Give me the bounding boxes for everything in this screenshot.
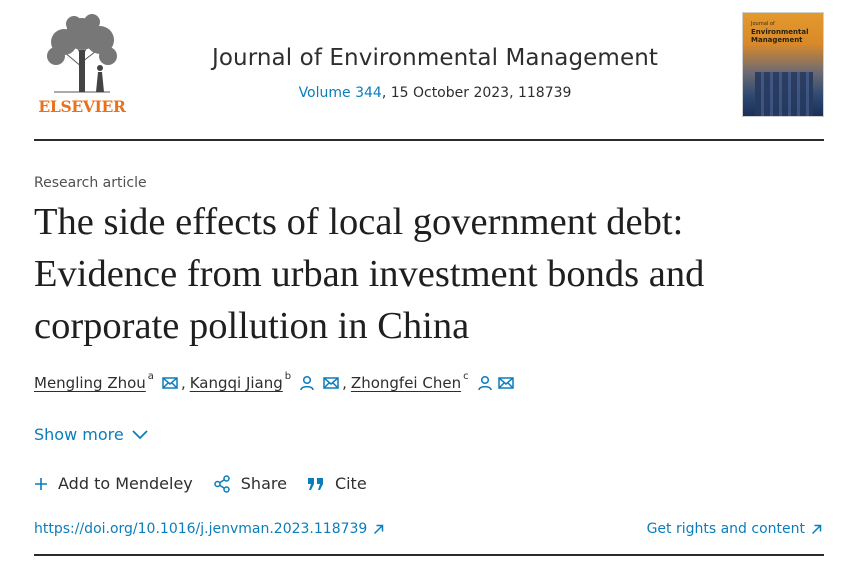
article-type: Research article (34, 175, 147, 191)
share-label: Share (240, 474, 287, 493)
volume-link[interactable]: Volume 344 (298, 85, 382, 101)
email-icon[interactable] (498, 377, 514, 389)
cover-name-line2: Management (751, 36, 803, 44)
cover-buildings-graphic (755, 72, 813, 116)
author-name[interactable]: Zhongfei Chen (350, 374, 462, 392)
author-list (34, 370, 514, 392)
journal-meta (130, 85, 740, 101)
affiliation-marker[interactable]: c (463, 370, 469, 382)
elsevier-logo[interactable] (34, 12, 130, 118)
external-link-arrow-icon (373, 524, 384, 535)
header-divider (34, 139, 824, 141)
journal-cover-image[interactable] (742, 12, 824, 117)
cite-label: Cite (334, 474, 367, 493)
get-rights-link[interactable] (647, 521, 822, 537)
chevron-down-icon (132, 430, 148, 440)
person-icon[interactable] (299, 375, 315, 391)
author-name[interactable]: Kangqi Jiang (189, 374, 283, 392)
article-title: The side effects of local government debt: Evidence from urban investment bonds and corporate pollution in China (34, 201, 705, 347)
plus-icon (34, 477, 48, 491)
bottom-divider (34, 554, 824, 556)
share-button[interactable] (213, 474, 287, 493)
affiliation-marker[interactable]: a (147, 370, 154, 382)
external-link-arrow-icon (811, 524, 822, 535)
email-icon[interactable] (162, 377, 178, 389)
journal-title[interactable]: Journal of Environmental Management (211, 45, 658, 71)
person-icon[interactable] (477, 375, 493, 391)
issue-date-article-number: , 15 October 2023, 118739 (381, 85, 572, 101)
email-icon[interactable] (323, 377, 339, 389)
author-name[interactable]: Mengling Zhou (34, 374, 146, 392)
show-more-label: Show more (34, 425, 124, 444)
add-to-mendeley-button[interactable] (34, 474, 193, 493)
cite-button[interactable] (307, 474, 367, 493)
publisher-name: ELSEVIER (38, 97, 126, 116)
author-separator: , (180, 374, 186, 392)
quote-icon (307, 477, 325, 491)
author-separator: , (342, 374, 347, 392)
cover-journal-of: Journal of (751, 21, 775, 27)
cover-journal-name (751, 28, 808, 44)
elsevier-tree-icon (34, 12, 130, 96)
get-rights-text: Get rights and content (646, 521, 805, 537)
share-icon (213, 475, 231, 493)
show-more-button[interactable] (34, 425, 148, 444)
doi-link[interactable] (34, 521, 384, 537)
affiliation-marker[interactable]: b (284, 370, 292, 382)
cover-name-line1: Environmental (751, 28, 809, 36)
doi-text: https://doi.org/10.1016/j.jenvman.2023.118739 (34, 521, 368, 537)
article-actions (34, 474, 387, 493)
add-to-mendeley-label: Add to Mendeley (58, 474, 193, 493)
